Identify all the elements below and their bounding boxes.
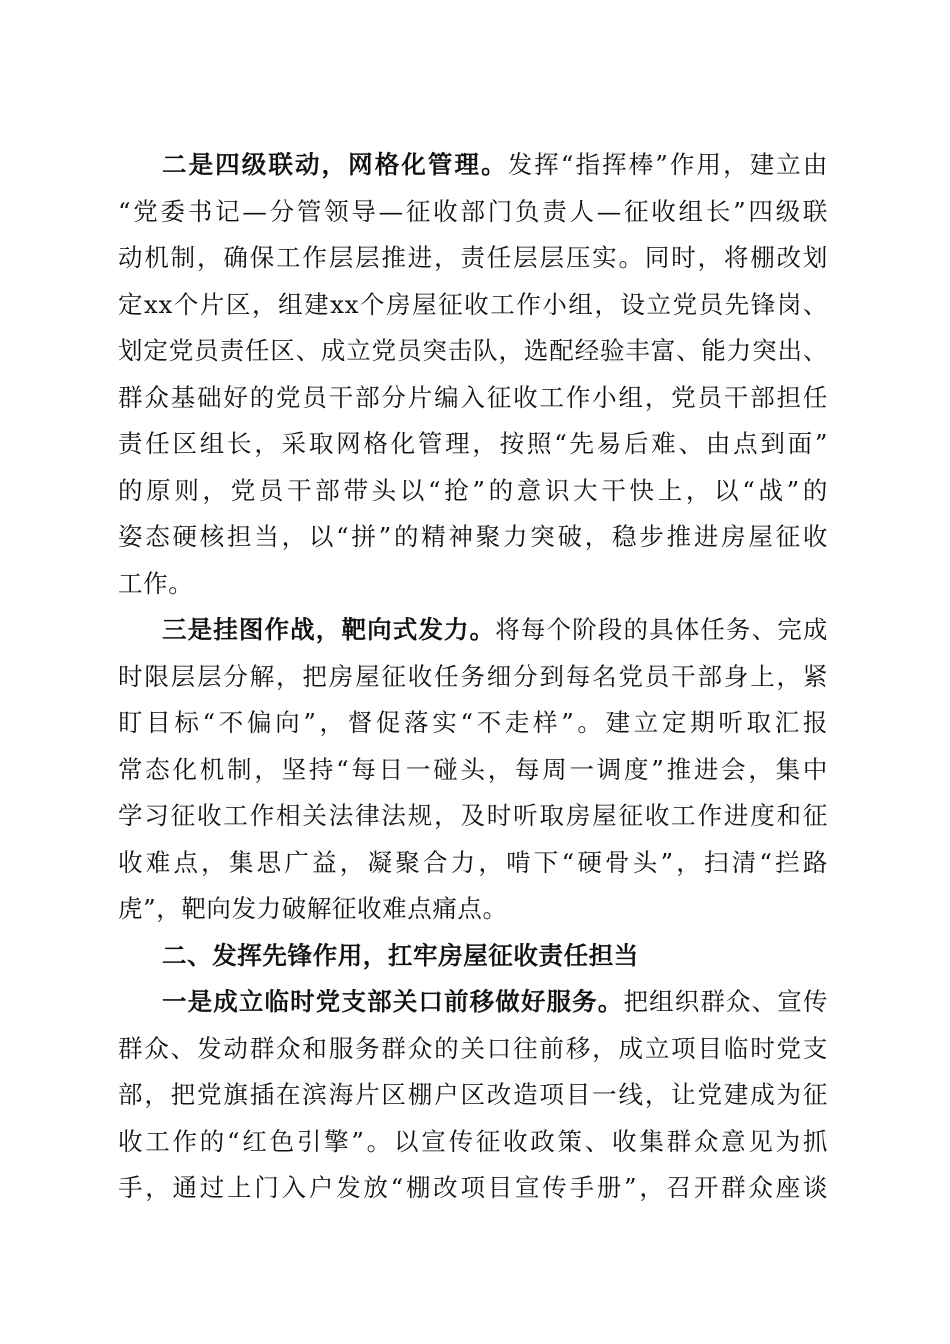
paragraph-2-line-3: 盯目标“不偏向”，督促落实“不走样”。建立定期听取汇报 [118,708,828,737]
paragraph-1-line-2: “党委书记—分管领导—征收部门负责人—征收组长”四级联 [118,196,828,226]
paragraph-1-line-5: 划定党员责任区、成立党员突击队，选配经验丰富、能力突出、 [118,336,828,365]
paragraph-1-line-6: 群众基础好的党员干部分片编入征收工作小组，党员干部担任 [118,382,828,412]
paragraph-3-text: 把组织群众、宣传 [623,987,828,1016]
paragraph-1-line-7: 责任区组长，采取网格化管理，按照“先易后难、由点到面” [118,429,828,458]
paragraph-3-heading: 一是成立临时党支部关口前移做好服务。 [162,987,624,1016]
paragraph-2-heading: 三是挂图作战，靶向式发力。 [162,615,496,644]
paragraph-2-line-2: 时限层层分解，把房屋征收任务细分到每名党员干部身上，紧 [118,661,828,691]
paragraph-3-line-1 [118,979,828,1026]
paragraph-3-line-3: 部，把党旗插在滨海片区棚户区改造项目一线，让党建成为征 [118,1080,828,1109]
paragraph-1-line-10: 工作。 [118,568,194,598]
paragraph-3-line-2: 群众、发动群众和服务群众的关口往前移，成立项目临时党支 [118,1033,828,1063]
paragraph-2-text: 将每个阶段的具体任务、完成 [495,615,828,644]
document-page [118,142,828,1212]
paragraph-1-line-1 [118,142,828,189]
paragraph-1-line-8: 的原则，党员干部带头以“抢”的意识大干快上，以“战”的 [118,475,828,505]
paragraph-2-line-6: 收难点，集思广益，凝聚合力，啃下“硬骨头”，扫清“拦路 [118,847,828,877]
paragraph-1-line-3: 动机制，确保工作层层推进，责任层层压实。同时，将棚改划 [118,243,828,272]
paragraph-1-text: 发挥“指挥棒”作用，建立由 [507,150,828,179]
paragraph-2-line-7: 虎”，靶向发力破解征收难点痛点。 [118,894,508,923]
section-heading: 二、发挥先锋作用，扛牢房屋征收责任担当 [162,940,639,970]
paragraph-1-heading: 二是四级联动，网格化管理。 [162,150,508,179]
paragraph-3-line-5: 手，通过上门入户发放“棚改项目宣传手册”，召开群众座谈 [118,1173,828,1202]
paragraph-2-line-4: 常态化机制，坚持“每日一碰头，每周一调度”推进会，集中 [118,754,828,784]
paragraph-3-line-4: 收工作的“红色引擎”。以宣传征收政策、收集群众意见为抓 [118,1126,828,1156]
paragraph-2-line-5: 学习征收工作相关法律法规，及时听取房屋征收工作进度和征 [118,801,828,830]
paragraph-1-line-4: 定xx个片区，组建xx个房屋征收工作小组，设立党员先锋岗、 [118,289,828,319]
paragraph-1-line-9: 姿态硬核担当，以“拼”的精神聚力突破，稳步推进房屋征收 [118,522,828,551]
paragraph-2-line-1 [118,607,828,654]
